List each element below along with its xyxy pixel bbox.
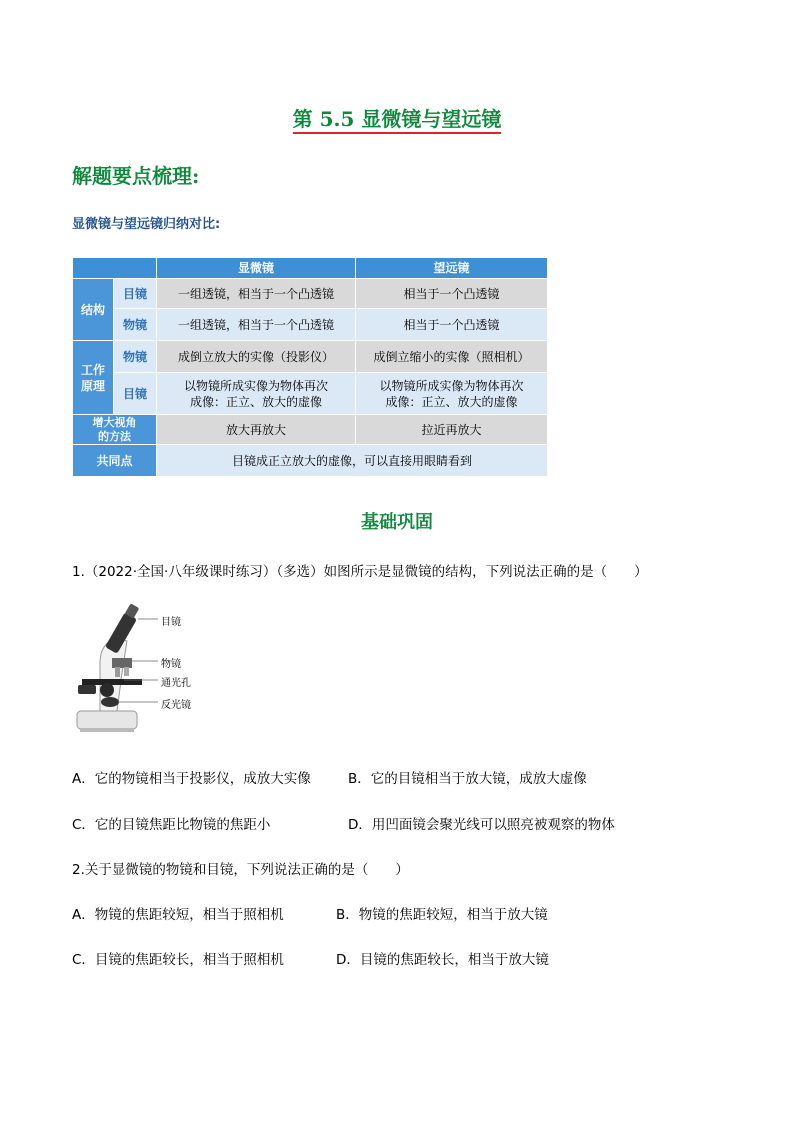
label-eyepiece: 目镜	[161, 617, 181, 628]
q2-option-a: A．物镜的焦距较短，相当于照相机	[72, 907, 284, 923]
header-telescope: 望远镜	[356, 258, 548, 279]
row-common: 共同点	[73, 445, 157, 477]
cell: 成倒立缩小的实像（照相机）	[356, 341, 548, 373]
cell: 拉近再放大	[356, 415, 548, 445]
group-structure: 结构	[73, 279, 114, 341]
group-principle: 工作原理	[73, 341, 114, 415]
q1-option-c: C．它的目镜焦距比物镜的焦距小	[72, 817, 271, 833]
question-1-stem: 1.（2022·全国·八年级课时练习）（多选）如图所示是显微镜的结构，下列说法正确的是（ ）	[72, 564, 648, 580]
row-method: 增大视角 的方法	[73, 415, 157, 445]
microscope-figure	[72, 603, 252, 738]
cell: 一组透镜，相当于一个凸透镜	[157, 309, 356, 341]
label-aperture: 通光孔	[161, 678, 191, 689]
cell: 相当于一个凸透镜	[356, 279, 548, 309]
row-eyepiece: 目镜	[114, 373, 157, 415]
cell: 一组透镜，相当于一个凸透镜	[157, 279, 356, 309]
comparison-subheading: 显微镜与望远镜归纳对比:	[72, 217, 221, 232]
row-objective: 物镜	[114, 309, 157, 341]
page-title: 第 5.5 显微镜与望远镜	[0, 103, 794, 132]
row-eyepiece: 目镜	[114, 279, 157, 309]
cell: 以物镜所成实像为物体再次 成像：正立、放大的虚像	[157, 373, 356, 415]
q2-option-c: C．目镜的焦距较长，相当于照相机	[72, 952, 284, 968]
q1-option-b: B．它的目镜相当于放大镜，成放大虚像	[348, 771, 587, 787]
cell: 目镜成正立放大的虚像，可以直接用眼睛看到	[157, 445, 548, 477]
key-points-heading: 解题要点梳理:	[72, 164, 200, 188]
cell: 成倒立放大的实像（投影仪）	[157, 341, 356, 373]
label-objective: 物镜	[161, 659, 181, 670]
question-2-stem: 2.关于显微镜的物镜和目镜，下列说法正确的是（ ）	[72, 862, 409, 878]
q1-option-d: D．用凹面镜会聚光线可以照亮被观察的物体	[348, 817, 615, 833]
q2-option-b: B．物镜的焦距较短，相当于放大镜	[336, 907, 548, 923]
cell: 放大再放大	[157, 415, 356, 445]
comparison-table	[72, 257, 548, 477]
header-microscope: 显微镜	[157, 258, 356, 279]
section-title: 基础巩固	[361, 512, 433, 533]
row-objective: 物镜	[114, 341, 157, 373]
cell: 以物镜所成实像为物体再次 成像：正立、放大的虚像	[356, 373, 548, 415]
table-corner	[73, 258, 157, 279]
q2-option-d: D．目镜的焦距较长，相当于放大镜	[336, 952, 549, 968]
q1-option-a: A．它的物镜相当于投影仪，成放大实像	[72, 771, 311, 787]
label-mirror: 反光镜	[161, 700, 191, 711]
cell: 相当于一个凸透镜	[356, 309, 548, 341]
